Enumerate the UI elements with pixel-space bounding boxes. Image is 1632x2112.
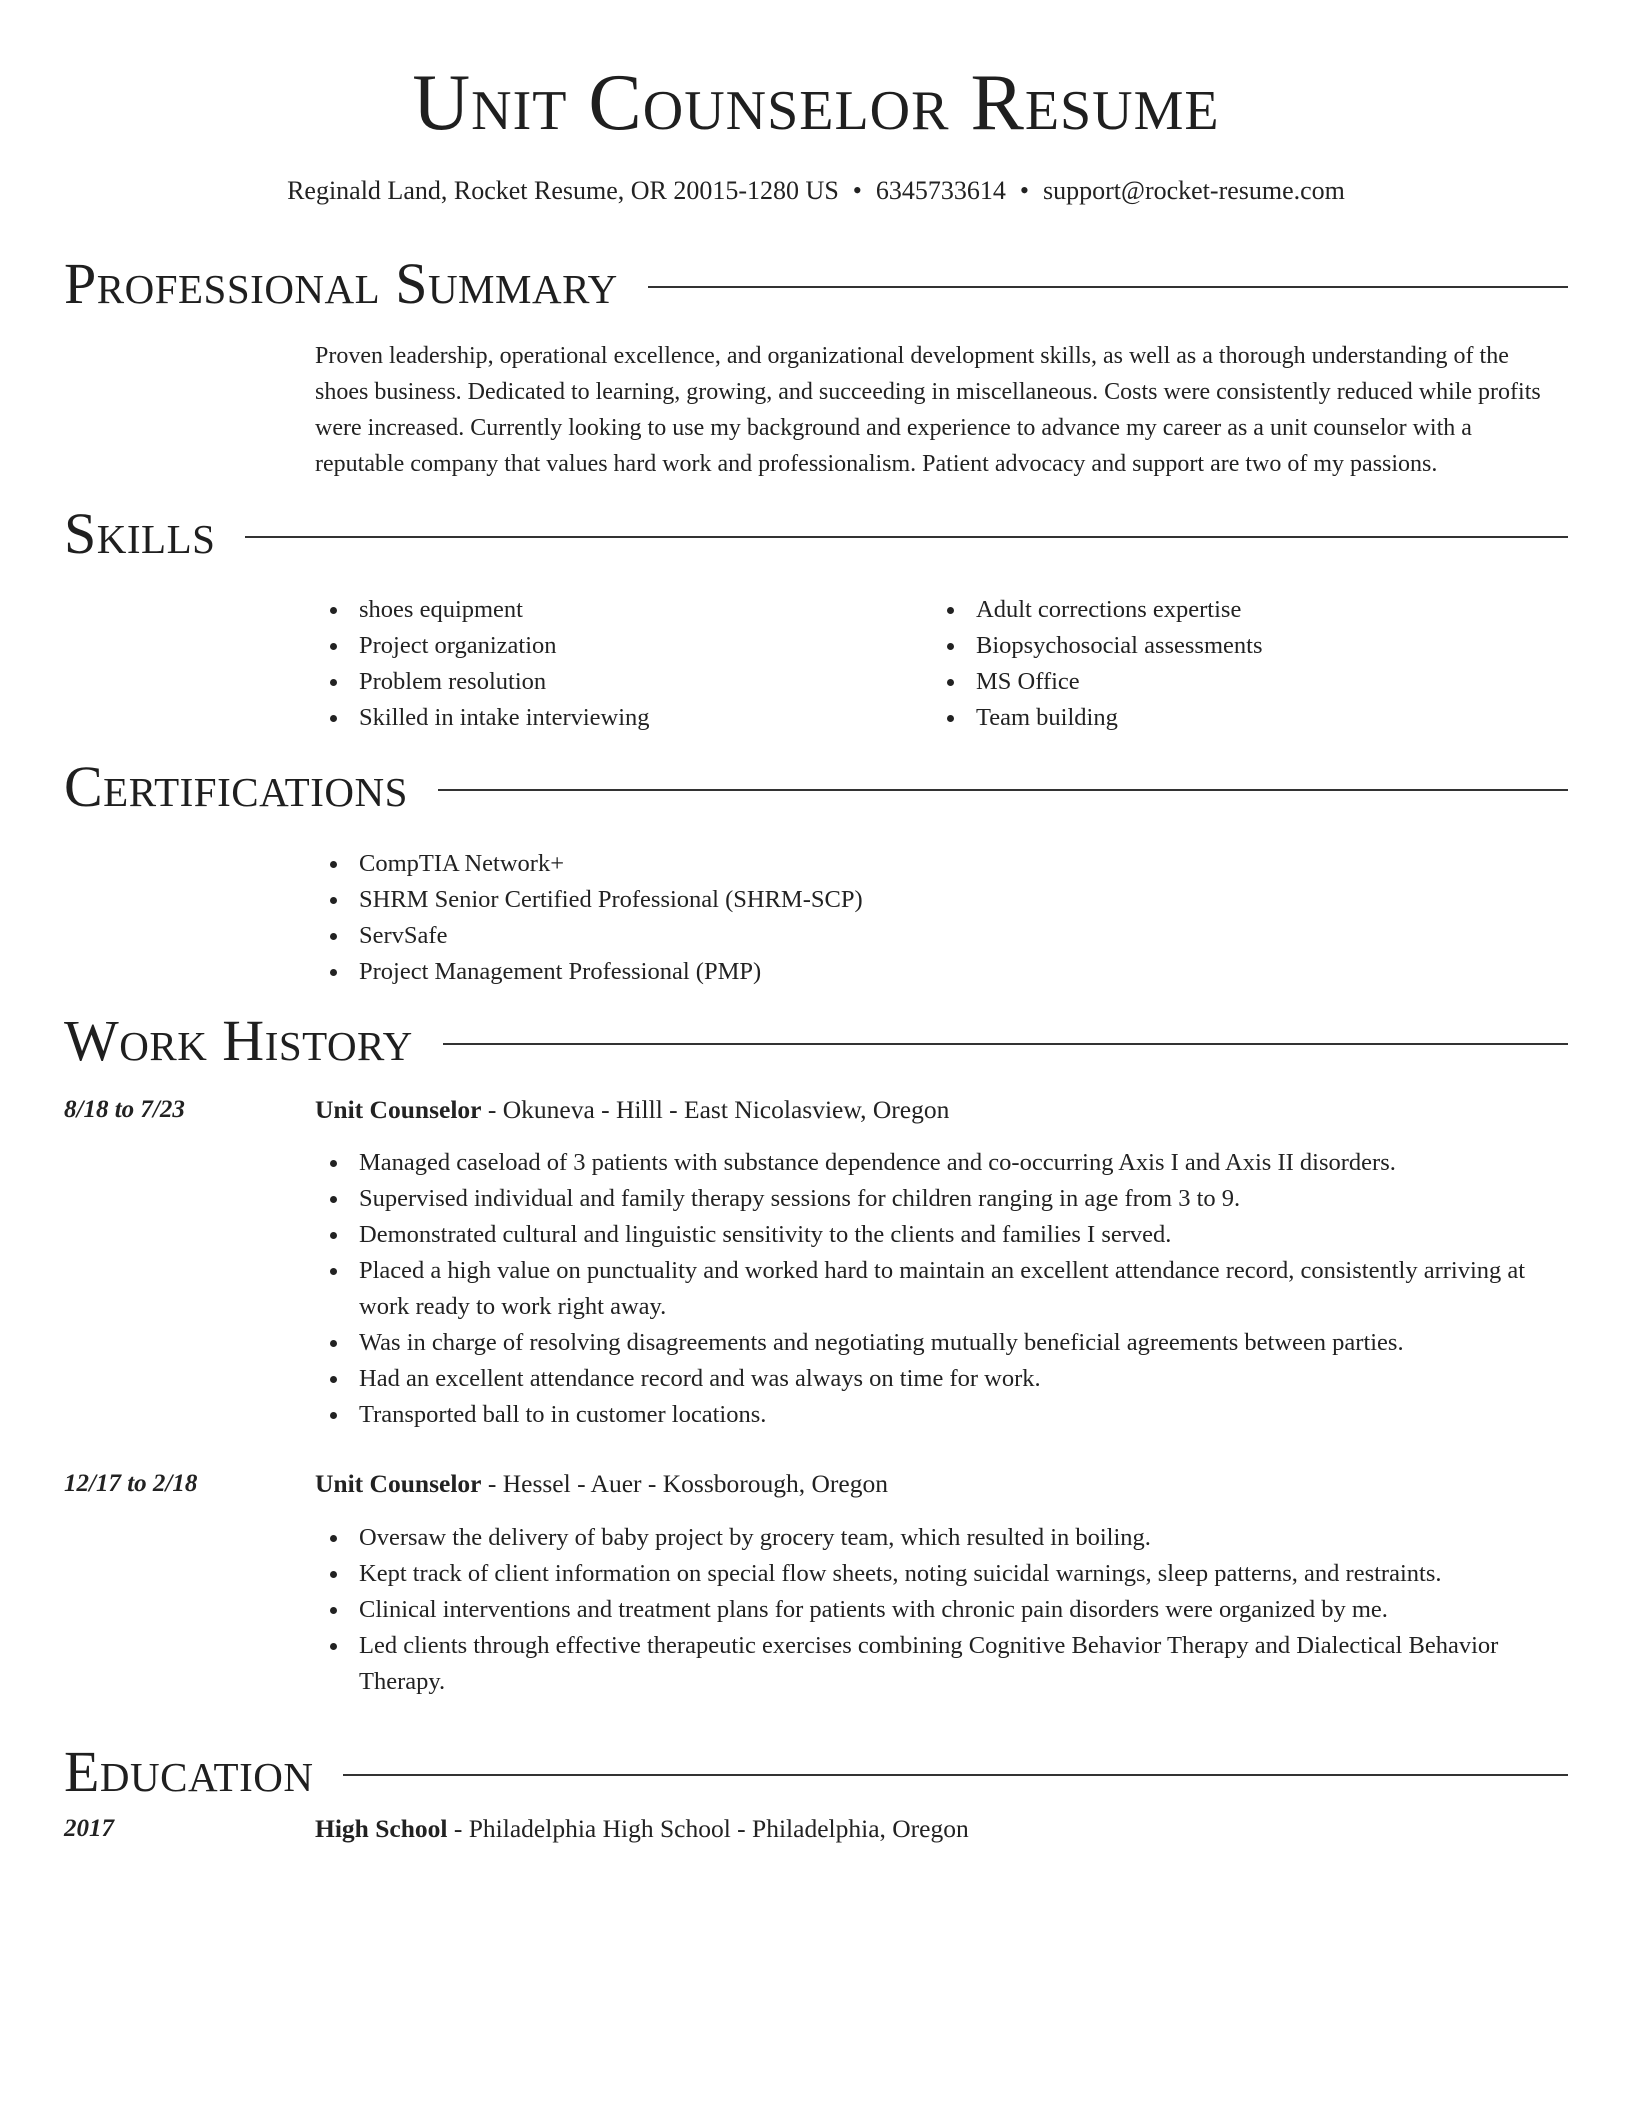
job-bullet: Led clients through effective therapeutic exercises combining Cognitive Behavior Therapy and Dialectical Behavior Therapy. bbox=[315, 1628, 1570, 1700]
job-title: Unit Counselor bbox=[315, 1095, 482, 1124]
job-bullet: Placed a high value on punctuality and worked hard to maintain an excellent attendance record, consistently arriving at work ready to work right away. bbox=[315, 1253, 1570, 1325]
education-year: 2017 bbox=[64, 1815, 114, 1842]
work-history-heading: Work History bbox=[64, 1008, 413, 1073]
certification-item: ServSafe bbox=[315, 918, 1565, 954]
job-bullet: Clinical interventions and treatment plans for patients with chronic pain disorders were organized by me. bbox=[315, 1592, 1570, 1628]
work-history-section-header bbox=[64, 1009, 1568, 1073]
skill-item: Biopsychosocial assessments bbox=[932, 628, 1572, 664]
section-divider bbox=[343, 1774, 1568, 1776]
certification-item: Project Management Professional (PMP) bbox=[315, 954, 1565, 990]
section-divider bbox=[438, 789, 1568, 791]
skill-item: Team building bbox=[932, 700, 1572, 736]
job-bullet: Managed caseload of 3 patients with substance dependence and co-occurring Axis I and Axis II disorders. bbox=[315, 1145, 1570, 1181]
skill-item: Project organization bbox=[315, 628, 915, 664]
summary-heading: Professional Summary bbox=[64, 251, 618, 316]
skills-list-right bbox=[932, 592, 1572, 736]
job-bullet: Had an excellent attendance record and was always on time for work. bbox=[315, 1361, 1570, 1397]
job-bullet: Demonstrated cultural and linguistic sensitivity to the clients and families I served. bbox=[315, 1217, 1570, 1253]
job-bullets bbox=[315, 1145, 1570, 1433]
skills-heading: Skills bbox=[64, 501, 216, 566]
certifications-section-header bbox=[64, 755, 1568, 819]
job-bullet: Kept track of client information on special flow sheets, noting suicidal warnings, sleep patterns, and restraints. bbox=[315, 1556, 1570, 1592]
job-title: Unit Counselor bbox=[315, 1469, 482, 1498]
education-section-header bbox=[64, 1740, 1568, 1804]
education-school: - Philadelphia High School - Philadelphia, Oregon bbox=[447, 1814, 969, 1843]
job-employer: - Okuneva - Hilll - East Nicolasview, Oregon bbox=[481, 1095, 950, 1124]
section-divider bbox=[245, 536, 1568, 538]
skill-item: Adult corrections expertise bbox=[932, 592, 1572, 628]
skills-list-left bbox=[315, 592, 915, 736]
contact-separator: • bbox=[852, 176, 862, 205]
job-header bbox=[315, 1092, 1565, 1128]
skill-item: Skilled in intake interviewing bbox=[315, 700, 915, 736]
skills-section-header bbox=[64, 502, 1568, 566]
certification-item: SHRM Senior Certified Professional (SHRM-SCP) bbox=[315, 882, 1565, 918]
job-bullets bbox=[315, 1520, 1570, 1700]
contact-line bbox=[0, 174, 1632, 208]
section-divider bbox=[443, 1043, 1568, 1045]
resume-title: Unit Counselor Resume bbox=[412, 59, 1220, 147]
summary-text: Proven leadership, operational excellence, and organizational development skills, as well as a thorough understanding of the shoes business. Dedicated to learning, growing, and succeeding in miscellaneous. Costs were consistently reduced while profits were increased. Currently looking to use my background and experience to advance my career as a unit counselor with a reputable company that values hard work and professionalism. Patient advocacy and support are two of my passions. bbox=[315, 343, 1541, 477]
job-dates: 8/18 to 7/23 bbox=[64, 1096, 185, 1123]
section-divider bbox=[648, 286, 1568, 288]
education-degree: High School bbox=[315, 1814, 448, 1843]
job-employer: - Hessel - Auer - Kossborough, Oregon bbox=[481, 1469, 888, 1498]
job-bullet: Supervised individual and family therapy sessions for children ranging in age from 3 to 9. bbox=[315, 1181, 1570, 1217]
skill-item: shoes equipment bbox=[315, 592, 915, 628]
job-bullet: Was in charge of resolving disagreements and negotiating mutually beneficial agreements between parties. bbox=[315, 1325, 1570, 1361]
certification-item: CompTIA Network+ bbox=[315, 846, 1565, 882]
certifications-heading: Certifications bbox=[64, 754, 408, 819]
education-header bbox=[315, 1811, 1565, 1847]
contact-email: support@rocket-resume.com bbox=[1043, 176, 1345, 205]
contact-address: Reginald Land, Rocket Resume, OR 20015-1280 US bbox=[287, 176, 839, 205]
job-bullet: Transported ball to in customer locations. bbox=[315, 1397, 1570, 1433]
contact-separator: • bbox=[1019, 176, 1029, 205]
job-bullet: Oversaw the delivery of baby project by grocery team, which resulted in boiling. bbox=[315, 1520, 1570, 1556]
summary-section-header bbox=[64, 252, 1568, 316]
job-header bbox=[315, 1466, 1565, 1502]
certifications-list bbox=[315, 846, 1565, 990]
skill-item: MS Office bbox=[932, 664, 1572, 700]
education-heading: Education bbox=[64, 1739, 314, 1804]
job-dates: 12/17 to 2/18 bbox=[64, 1470, 198, 1497]
contact-phone: 6345733614 bbox=[875, 176, 1006, 205]
skill-item: Problem resolution bbox=[315, 664, 915, 700]
